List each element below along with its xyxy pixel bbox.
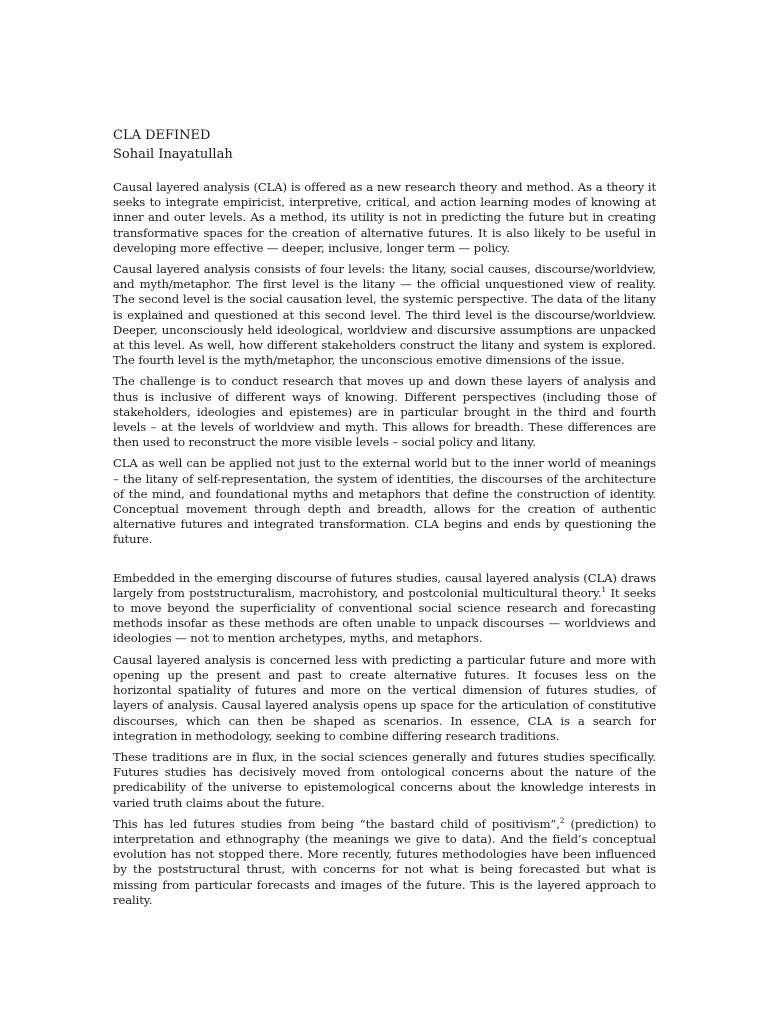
document-title: CLA DEFINED [113, 128, 211, 143]
footnote-marker-1[interactable]: 1 [601, 585, 607, 595]
paragraph-cla-overview: Causal layered analysis (CLA) is offered as a new research theory and method. As a theory it seeks to integrate empiricist, interpretive, critical, and action learning modes of knowing at inner and outer levels. As a method, its utility is not in predicting the future but in creating transformative spaces for the creation of alternative futures. It is also likely to be useful in developing more effective — deeper, inclusive, longer term — policy. [113, 180, 656, 255]
paragraph-predicting: Causal layered analysis is concerned less with predicting a particular future and more with opening up the present and past to create alternative futures. It focuses less on the horizontal spatiality of futures and more on the vertical dimension of futures studies, of layers of analysis. Causal layered analysis opens up space for the articulation of constitutive discourses, which can then be shaped as scenarios. In essence, CLA is a search for integration in methodology, seeking to combine differing research traditions. [113, 652, 656, 743]
paragraph-embedded-text-a: Embedded in the emerging discourse of futures studies, causal layered analysis (CLA) draws largely from poststructuralism, macrohistory, and postcolonial multicultural theory. [113, 570, 656, 600]
document-page [113, 126, 656, 914]
paragraph-positivism-text-b: (prediction) to interpretation and ethnography (the meanings we give to data). And the field’s conceptual evolution has not stopped there. More recently, futures methodologies have been influenced by the poststructural thrust, with concerns for not what is being forecasted but what is missing from particular forecasts and images of the future. This is the layered approach to reality. [113, 816, 657, 907]
paragraph-inner-world: CLA as well can be applied not just to the external world but to the inner world of meanings – the litany of self-representation, the system of identities, the discourses of the architecture of the mind, and foundational myths and metaphors that define the construction of identity. Conceptual movement through depth and breadth, allows for the creation of authentic alternative futures and integrated transformation. CLA begins and ends by questioning the future. [113, 456, 656, 547]
paragraph-positivism-text-a: This has led futures studies from being “the bastard child of positivism”, [113, 816, 560, 831]
paragraph-embedded-text-b: It seeks to move beyond the superficiality of conventional social science research and forecasting methods insofar as these methods are often unable to unpack discourses — worldviews and ideologies — not to mention archetypes, myths, and metaphors. [113, 585, 656, 646]
paragraph-challenge: The challenge is to conduct research that moves up and down these layers of analysis and thus is inclusive of different ways of knowing. Different perspectives (including those of stakeholders, ideologies and epistemes) are in particular brought in the third and fourth levels – at the levels of worldview and myth. This allows for breadth. These differences are then used to reconstruct the more visible levels – social policy and litany. [113, 374, 656, 450]
paragraph-embedded [113, 571, 656, 647]
section-gap [113, 554, 656, 571]
document-author: Sohail Inayatullah [113, 147, 233, 162]
paragraph-traditions: These traditions are in flux, in the social sciences generally and futures studies specifically. Futures studies has decisively moved from ontological concerns about the nature of the predicability of the universe to epistemological concerns about the knowledge interests in varied truth claims about the future. [113, 749, 656, 810]
paragraph-four-levels: Causal layered analysis consists of four levels: the litany, social causes, discourse/worldview, and myth/metaphor. The first level is the litany — the official unquestioned view of reality. The second level is the social causation level, the systemic perspective. The data of the litany is explained and questioned at this second level. The third level is the discourse/worldview. Deeper, unconsciously held ideological, worldview and discursive assumptions are unpacked at this level. As well, how different stakeholders construct the litany and system is explored. The fourth level is the myth/metaphor, the unconscious emotive dimensions of the issue. [113, 262, 656, 368]
paragraph-positivism [113, 817, 656, 908]
footnote-marker-2[interactable]: 2 [559, 815, 565, 825]
